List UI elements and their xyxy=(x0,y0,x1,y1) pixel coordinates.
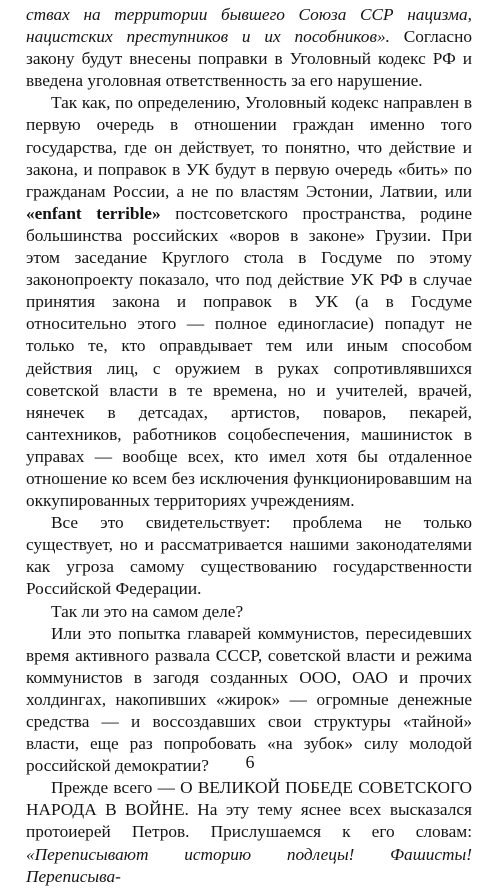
text-run: постсоветского пространства, родине большинства российских «воров в законе» Грузии. При этом заседание Круглого стола в Госдуме по этому законопроекту показало, что под действие УК РФ в случае принятия закона и поправок в УК (а в Госдуме относительно этого — полное единогласие) попадут не только те, кто оправдывает тем или иным способом действия лиц, с оружием в руках сопротивлявшихся советской власти в те времена, но и учителей, врачей, нянечек в детсадах, артистов, поваров, пекарей, сантехников, работников соцобеспечения, машинисток в управах — вообще всех, кто имел хотя бы отдаленное отношение ко всем без исключения функционировавшим на оккупированных территориях учреждениям. xyxy=(26,203,473,511)
paragraph-question xyxy=(26,601,472,623)
paragraph-victory xyxy=(26,777,472,887)
text-run: Так как, по определению, Уголовный кодекс направлен в первую очередь в отношении граждан именно того государства, где он действует, то понятно, что действие и закона, и поправок в УК будут в первую очередь «бить» по гражданам России, а не по властям Эстонии, Латвии, или xyxy=(26,93,472,201)
bold-term: «enfant terrible» xyxy=(26,203,161,223)
text-run: Или это попытка главарей коммунистов, пересидевших время активного развала СССР, советской власти и режима коммунистов в загодя созданных ООО, ОАО и прочих холдингах, накопивших «жирок» — огромные денежные средства — и воссоздавших свои структуры «тайной» власти, еще раз попробовать «на зубок» силу молодой российской демократии? xyxy=(26,623,472,776)
text-run: Так ли это на самом деле? xyxy=(51,601,244,621)
text-run: Прежде всего — О ВЕЛИКОЙ ПОБЕДЕ СОВЕТСКОГО НАРОДА В ВОЙНЕ. На эту тему яснее всех высказался протоиерей Петров. Прислушаемся к его словам: xyxy=(26,778,472,842)
page-number: 6 xyxy=(245,752,255,772)
paragraph-criminal-code xyxy=(26,92,472,512)
paragraph-evidence xyxy=(26,512,472,600)
paragraph-continuation xyxy=(26,4,472,92)
quote-italic: «Переписывают историю подлецы! Фашисты! Переписыва- xyxy=(26,844,472,886)
text-run: Все это свидетельствует: проблема не только существует, но и рассматривается нашими законодателями как угроза самому существованию государственности Российской Федерации. xyxy=(26,513,472,599)
quote-italic: ствах на территории бывшего Союза ССР нацизма, нацистских преступников и их пособников». xyxy=(26,5,472,47)
text-run: Согласно закону будут внесены поправки в Уголовный кодекс РФ и введена уголовная ответственность за его нарушение. xyxy=(26,27,472,91)
